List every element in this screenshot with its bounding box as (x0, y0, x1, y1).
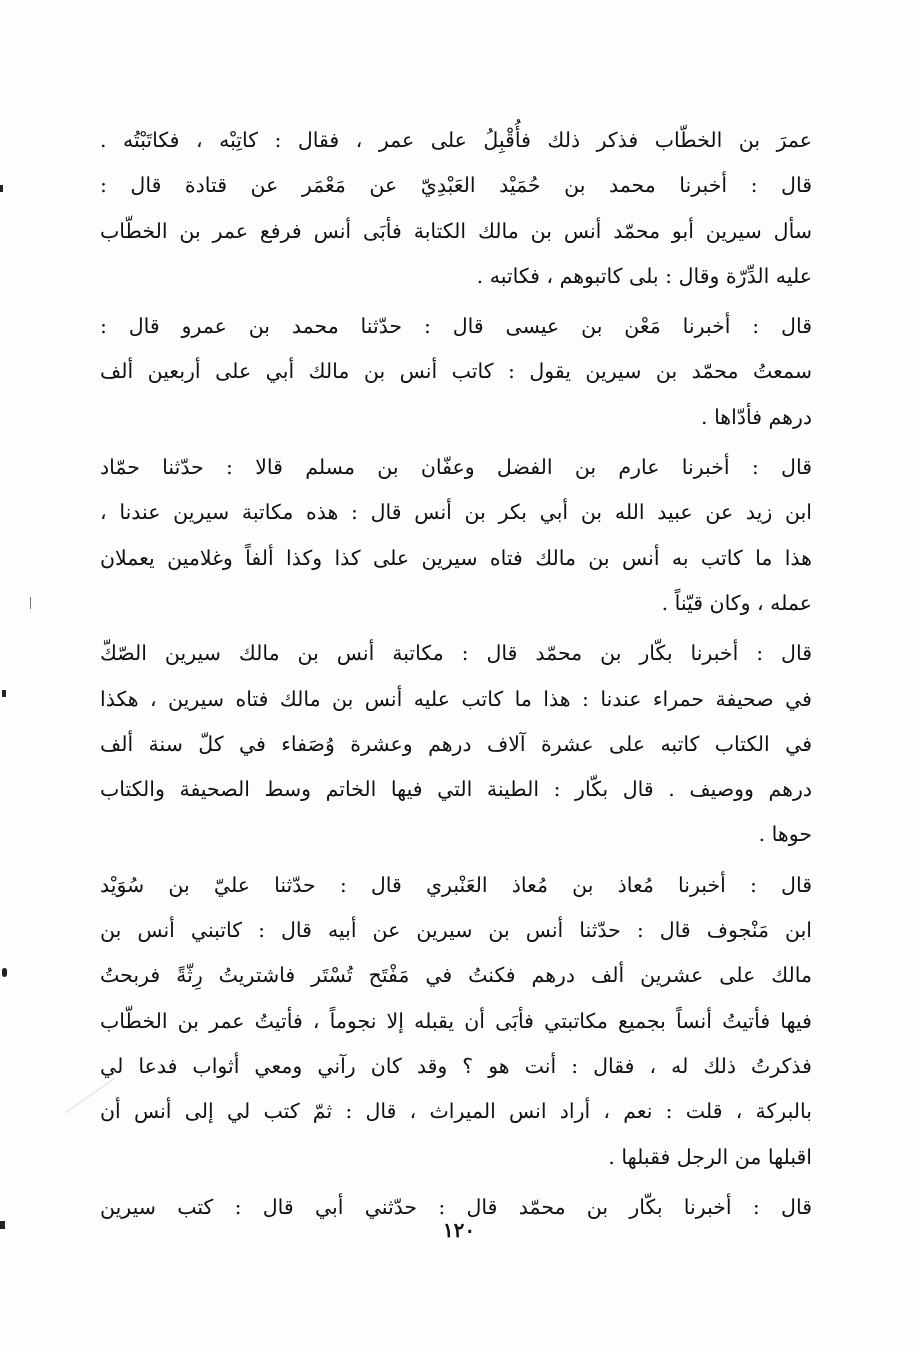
text-line: سمعتُ محمّد بن سيرين يقول : كاتب أنس بن مالك أبي على أربعين ألف (100, 359, 812, 384)
page-number: ١٢٠ (442, 1218, 476, 1242)
scan-margin-mark (0, 185, 3, 192)
text-line: قال : أخبرنا مَعْن بن عيسى قال : حدّثنا محمد بن عمرو قال : (100, 314, 812, 339)
text-line: قال : أخبرنا عارم بن الفضل وعفّان بن مسلم قالا : حدّثنا حمّاد (100, 455, 812, 480)
text-line: درهم ووصيف . قال بكّار : الطينة التي فيها الخاتم وسط الصحيفة والكتاب (100, 777, 812, 802)
scan-margin-mark (30, 597, 31, 609)
body-text (100, 118, 812, 1230)
text-line: عليه الدِّرّة وقال : بلى كاتبوهم ، فكاتبه . (476, 263, 812, 288)
text-line: عمرَ بن الخطّاب فذكر ذلك فأُقْبِلُ على عمر ، فقال : كاتِبْه ، فكاتَبْتُه . (100, 128, 812, 152)
text-line: فيها فأتيتُ أنساً بجميع مكاتبتي فأبَى أن يقبله إلا نجوماً ، فأتيتُ عمر بن الخطّاب (100, 1008, 812, 1033)
text-line: ابن زيد عن عبيد الله بن أبي بكر بن أنس قال : هذه مكاتبة سيرين عندنا ، (100, 500, 812, 525)
text-line: فذكرتُ ذلك له ، فقال : أنت هو ؟ وقد كان رآني ومعي أثواب فدعا لي (100, 1053, 812, 1078)
text-line: سأل سيرين أبو محمّد أنس بن مالك الكتابة فأبَى أنس فرفع عمر بن الخطّاب (100, 218, 812, 243)
text-line: بالبركة ، قلت : نعم ، أراد انس الميراث ، قال : ثمّ كتب لي إلى أنس أن (100, 1099, 812, 1124)
text-line: اقبلها من الرجل فقبلها . (608, 1144, 812, 1169)
text-line: قال : أخبرنا بكّار بن محمّد قال : مكاتبة أنس بن مالك سيرين الصّكّ (100, 641, 812, 666)
text-line: في الكتاب كاتبه على عشرة آلاف درهم وعشرة وُصَفاء في كلّ سنة ألف (100, 731, 812, 756)
text-line: قال : أخبرنا مُعاذ بن مُعاذ العَنْبري قال : حدّثنا عليّ بن سُوَيْد (100, 872, 812, 897)
scan-margin-mark (0, 1221, 5, 1229)
scan-margin-mark (2, 690, 6, 697)
text-line: عمله ، وكان قيّناً . (661, 590, 812, 615)
text-line: مالك على عشرين ألف درهم فكنتُ في مَفْتَح تُسْتَر فاشتريتُ رِثّةً فربحتُ (100, 963, 812, 988)
text-line: درهم فأدّاها . (701, 404, 812, 429)
text-line: هذا ما كاتب به أنس بن مالك فتاه سيرين على كذا وكذا ألفاً وغلامين يعملان (100, 545, 812, 570)
text-line: في صحيفة حمراء عندنا : هذا ما كاتب عليه أنس بن مالك فتاه سيرين ، هكذا (100, 686, 812, 711)
text-line: ابن مَنْجوف قال : حدّثنا أنس بن سيرين عن أبيه قال : كاتبني أنس بن (100, 918, 812, 943)
text-line: قال : أخبرنا محمد بن حُمَيْد العَبْدِيّ عن مَعْمَر عن قتادة قال : (100, 173, 812, 198)
text-line: قال : أخبرنا بكّار بن محمّد قال : حدّثني أبي قال : كتب سيرين (100, 1194, 812, 1219)
text-line: حوها . (758, 822, 812, 847)
scan-margin-mark (2, 968, 7, 977)
